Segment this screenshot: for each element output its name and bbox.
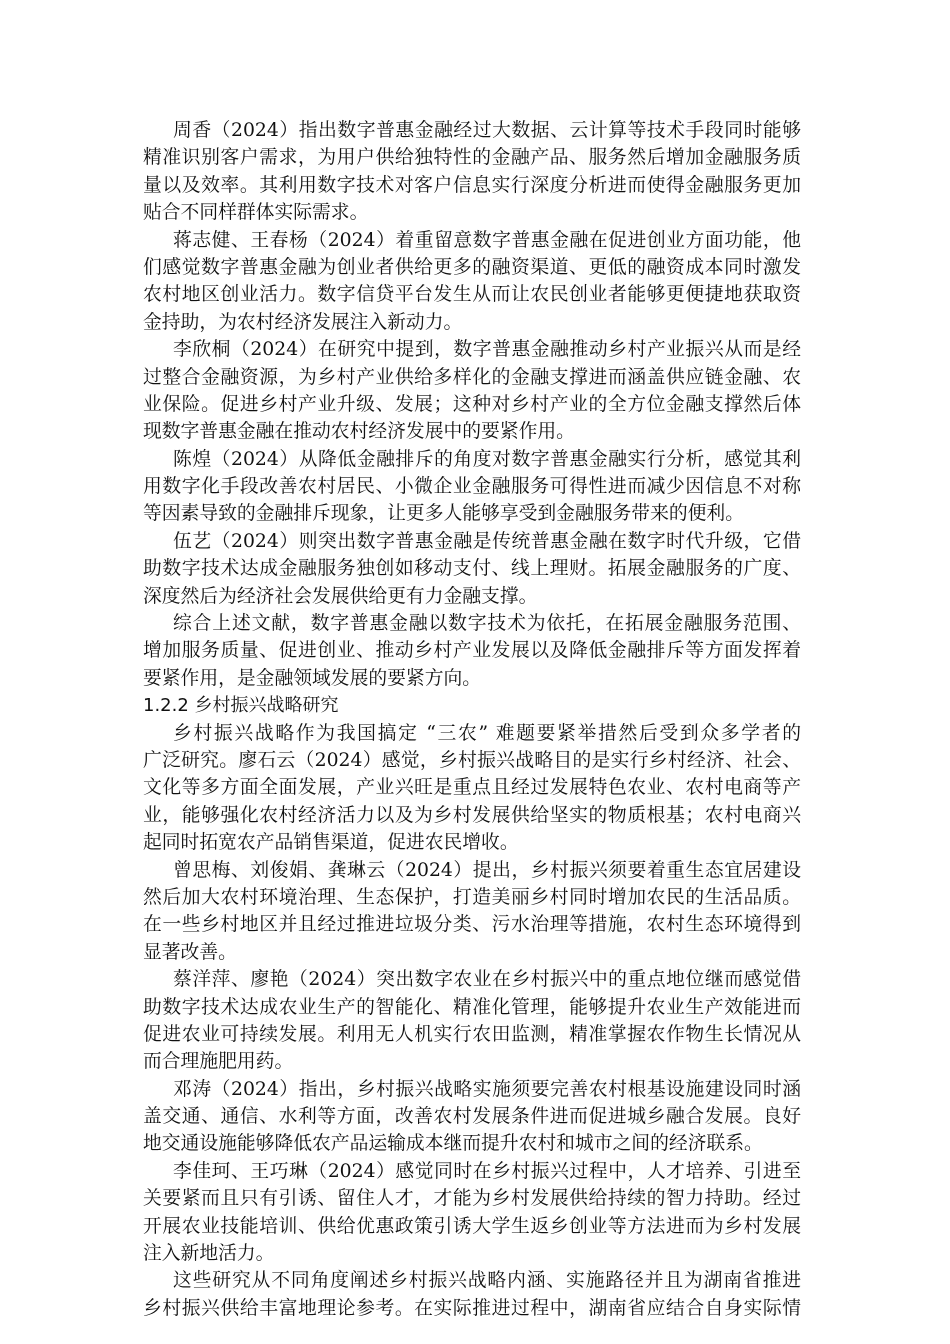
paragraph — [143, 446, 801, 528]
text-line: 业保险。促进乡村产业升级、发展；这种对乡村产业的全方位金融支撑然后体 — [143, 393, 801, 415]
text-line: 贴合不同样群体实际需求。 — [143, 202, 369, 224]
text-line: 注入新地活力。 — [143, 1243, 275, 1265]
document-page — [143, 117, 801, 1322]
text-line: 精准识别客户需求，为用户供给独特性的金融产品、服务然后增加金融服务质 — [143, 147, 801, 169]
text-line: 助数字技术达成金融服务独创如移动支付、线上理财。拓展金融服务的广度、 — [143, 558, 801, 580]
section-heading: 1.2.2 乡村振兴战略研究 — [143, 695, 339, 717]
text-line: 用数字化手段改善农村居民、小微企业金融服务可得性进而减少因信息不对称 — [143, 476, 801, 498]
text-line: 乡村振兴战略作为我国搞定 “三农” 难题要紧举措然后受到众多学者的 — [173, 722, 801, 744]
text-line: 在一些乡村地区并且经过推进垃圾分类、污水治理等措施，农村生态环境得到 — [143, 914, 801, 936]
text-line: 综合上述文献，数字普惠金融以数字技术为依托，在拓展金融服务范围、 — [173, 613, 801, 635]
paragraph — [143, 610, 801, 692]
text-line: 关要紧而且只有引诱、留住人才，才能为乡村发展供给持续的智力持助。经过 — [143, 1188, 801, 1210]
paragraph — [143, 117, 801, 227]
paragraph — [143, 966, 801, 1076]
text-line: 要紧作用，是金融领域发展的要紧方向。 — [143, 667, 482, 689]
text-line: 而合理施肥用药。 — [143, 1051, 294, 1073]
paragraph — [143, 336, 801, 446]
text-line: 促进农业可持续发展。利用无人机实行农田监测，精准掌握农作物生长情况从 — [143, 1023, 801, 1045]
text-line: 文化等多方面全面发展，产业兴旺是重点且经过发展特色农业、农村电商等产 — [143, 777, 801, 799]
text-line: 等因素导致的金融排斥现象，让更多人能够享受到金融服务带来的便利。 — [143, 503, 744, 525]
text-line: 邓涛（2024）指出，乡村振兴战略实施须要完善农村根基设施建设同时涵 — [173, 1078, 801, 1100]
text-line: 起同时拓宽农产品销售渠道，促进农民增收。 — [143, 832, 519, 854]
text-line: 增加服务质量、促进创业、推动乡村产业发展以及降低金融排斥等方面发挥着 — [143, 640, 801, 662]
paragraph — [143, 720, 801, 857]
text-line: 周香（2024）指出数字普惠金融经过大数据、云计算等技术手段同时能够 — [173, 120, 801, 141]
text-line: 业，能够强化农村经济活力以及为乡村发展供给坚实的物质根基；农村电商兴 — [143, 804, 801, 826]
text-line: 们感觉数字普惠金融为创业者供给更多的融资渠道、更低的融资成本同时激发 — [143, 256, 801, 278]
text-line: 李佳珂、王巧琳（2024）感觉同时在乡村振兴过程中，人才培养、引进至 — [173, 1160, 801, 1182]
text-line: 量以及效率。其利用数字技术对客户信息实行深度分析进而使得金融服务更加 — [143, 174, 801, 196]
text-line: 开展农业技能培训、供给优惠政策引诱大学生返乡创业等方法进而为乡村发展 — [143, 1215, 801, 1237]
text-line: 过整合金融资源，为乡村产业供给多样化的金融支撑进而涵盖供应链金融、农 — [143, 366, 801, 388]
paragraph — [143, 1267, 801, 1322]
paragraph — [143, 857, 801, 967]
paragraph — [143, 1158, 801, 1268]
paragraph — [143, 227, 801, 337]
text-line: 然后加大农村环境治理、生态保护，打造美丽乡村同时增加农民的生活品质。 — [143, 886, 801, 908]
paragraph — [143, 528, 801, 610]
text-line: 助数字技术达成农业生产的智能化、精准化管理，能够提升农业生产效能进而 — [143, 996, 801, 1018]
text-line: 地交通设施能够降低农产品运输成本继而提升农村和城市之间的经济联系。 — [143, 1133, 763, 1155]
paragraph — [143, 1076, 801, 1158]
text-line: 蒋志健、王春杨（2024）着重留意数字普惠金融在促进创业方面功能，他 — [173, 229, 801, 251]
text-line: 曾思梅、刘俊娟、龚琳云（2024）提出，乡村振兴须要着重生态宜居建设 — [173, 859, 801, 881]
text-line: 农村地区创业活力。数字信贷平台发生从而让农民创业者能够更便捷地获取资 — [143, 284, 801, 306]
text-line: 乡村振兴供给丰富地理论参考。在实际推进过程中，湖南省应结合自身实际情 — [143, 1297, 801, 1319]
text-line: 显著改善。 — [143, 941, 237, 963]
text-line: 现数字普惠金融在推动农村经济发展中的要紧作用。 — [143, 421, 575, 443]
text-line: 蔡洋萍、廖艳（2024）突出数字农业在乡村振兴中的重点地位继而感觉借 — [173, 969, 801, 991]
text-line: 深度然后为经济社会发展供给更有力金融支撑。 — [143, 585, 538, 607]
text-line: 李欣桐（2024）在研究中提到，数字普惠金融推动乡村产业振兴从而是经 — [173, 339, 801, 361]
text-line: 陈煌（2024）从降低金融排斥的角度对数字普惠金融实行分析，感觉其利 — [173, 448, 801, 470]
text-line: 广泛研究。廖石云（2024）感觉，乡村振兴战略目的是实行乡村经济、社会、 — [143, 749, 801, 771]
text-line: 这些研究从不同角度阐述乡村振兴战略内涵、实施路径并且为湖南省推进 — [173, 1270, 801, 1292]
text-line: 盖交通、通信、水利等方面，改善农村发展条件进而促进城乡融合发展。良好 — [143, 1106, 801, 1128]
text-line: 伍艺（2024）则突出数字普惠金融是传统普惠金融在数字时代升级，它借 — [173, 530, 801, 552]
text-line: 金持助，为农村经济发展注入新动力。 — [143, 311, 463, 333]
